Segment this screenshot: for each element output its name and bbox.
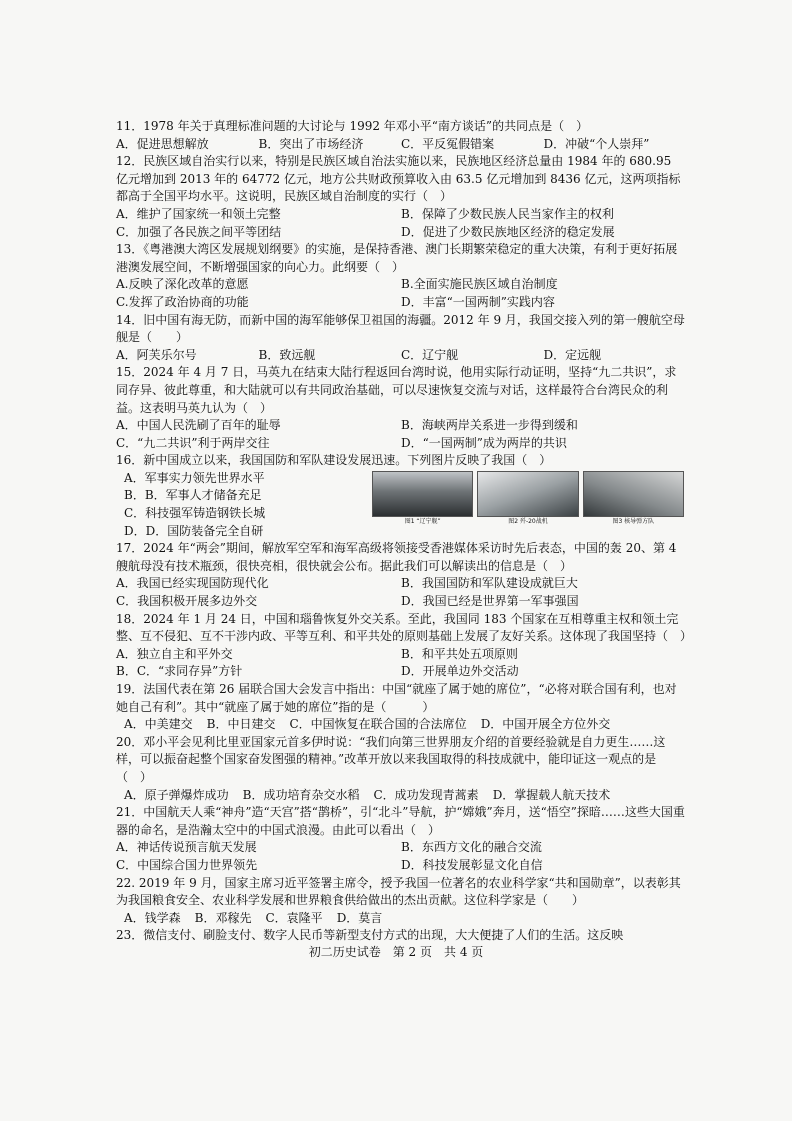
question (116, 734, 686, 804)
option-list (116, 787, 686, 805)
answer-option[interactable]: A．独立自主和平外交 (116, 646, 233, 661)
option-list (116, 839, 686, 874)
question (116, 540, 686, 610)
option-list (116, 276, 686, 311)
answer-option[interactable]: B．突出了市场经济 (258, 136, 364, 151)
answer-option[interactable]: C．加强了各民族之间平等团结 (116, 224, 282, 239)
answer-option[interactable]: C．成功发现青蒿素 (373, 787, 479, 802)
question (116, 118, 686, 153)
option-list (116, 136, 686, 154)
answer-option[interactable]: C．中国恢复在联合国的合法席位 (289, 717, 467, 732)
answer-option[interactable]: B．C．“求同存异”方针 (116, 664, 243, 679)
question-stem: 20．邓小平会见利比里亚国家元首多伊时说：“我们向第三世界朋友介绍的首要经验就是自力更生……这样，可以振奋起整个国家奋发图强的精神。”改革开放以来我国取得的科技成就中，能印证这一观点的是（ ） (116, 734, 666, 784)
answer-option[interactable]: C．科技强军铸造钢铁长城 (124, 506, 266, 521)
answer-option[interactable]: A．我国已经实现国防现代化 (116, 576, 269, 591)
answer-option[interactable]: B．海峡两岸关系进一步得到缓和 (401, 418, 578, 433)
answer-option[interactable]: A．神话传说预言航天发展 (116, 840, 257, 855)
answer-option[interactable]: B．致远舰 (258, 347, 316, 362)
answer-option[interactable]: A.反映了深化改革的意愿 (116, 277, 249, 292)
answer-option[interactable]: D．促进了少数民族地区经济的稳定发展 (401, 224, 615, 239)
answer-option[interactable]: A．促进思想解放 (116, 136, 209, 151)
answer-option[interactable]: D．科技发展彰显文化自信 (401, 857, 543, 872)
question-stem: 17．2024 年“两会”期间，解放军空军和海军高级将领接受香港媒体采访时先后表态，中国的轰 20、第 4 艘航母没有技术瓶颈，很快亮相，很快就会公布。据此我们可以解读出的信息是（ ） (116, 541, 677, 573)
answer-option[interactable]: D．中国开展全方位外交 (480, 717, 611, 732)
figure-caption: 图2 歼-20战机 (508, 518, 548, 526)
question (116, 241, 686, 311)
question (116, 875, 686, 928)
question-stem: 18．2024 年 1 月 24 日，中国和瑙鲁恢复外交关系。至此，我国同 183 个国家在互相尊重主权和领土完整、互不侵犯、互不干涉内政、平等互利、和平共处的原则基础上发展了友好关系。这体现了我国坚持（ ） (116, 611, 693, 644)
figure (372, 471, 473, 526)
figure-photo (477, 471, 578, 517)
option-list (116, 646, 686, 681)
question-stem: 14．旧中国有海无防，而新中国的海军能够保卫祖国的海疆。2012 年 9 月，我国交接入列的第一艘航空母舰是（ ） (116, 312, 685, 345)
answer-option[interactable]: D．掌握载人航天技术 (492, 787, 611, 802)
answer-option[interactable]: C．“九二共识”利于两岸交往 (116, 435, 270, 450)
answer-option[interactable]: C．中国综合国力世界领先 (116, 857, 258, 872)
answer-option[interactable]: B．B．军事人才储备充足 (124, 488, 262, 503)
answer-option[interactable]: A．中美建交 (124, 717, 193, 732)
question-stem: 22. 2019 年 9 月，国家主席习近平签署主席令，授予我国一位著名的农业科学家“共和国勋章”，以表彰其为我国粮食安全、农业科学发展和世界粮食供给做出的杰出贡献。这位科学家是（ ） (116, 875, 681, 908)
option-list (116, 206, 686, 241)
answer-option[interactable]: A．阿芙乐尔号 (116, 347, 197, 362)
figure-caption: 图1 “辽宁舰” (404, 518, 441, 526)
answer-option[interactable]: A．军事实力领先世界水平 (124, 470, 265, 485)
answer-option[interactable]: B．东西方文化的融合交流 (401, 840, 542, 855)
question (116, 364, 686, 452)
figure-caption: 图3 核导弹方队 (612, 518, 655, 526)
question-stem: 11．1978 年关于真理标准问题的大讨论与 1992 年邓小平“南方谈话”的共同点是（ ） (116, 119, 589, 133)
answer-option[interactable]: C．我国积极开展多边外交 (116, 594, 258, 609)
answer-option[interactable]: C．袁隆平 (265, 910, 323, 925)
option-list (116, 347, 686, 365)
option-list (116, 470, 364, 540)
figure-strip (372, 471, 684, 526)
answer-option[interactable]: D．丰富“一国两制”实践内容 (401, 294, 555, 309)
answer-option[interactable]: B．保障了少数民族人民当家作主的权利 (401, 206, 614, 221)
answer-option[interactable]: C.发挥了政治协商的功能 (116, 294, 249, 309)
answer-option[interactable]: A．钱学森 (124, 910, 181, 925)
question (116, 804, 686, 874)
question-stem: 19．法国代表在第 26 届联合国大会发言中指出：中国“就座了属于她的席位”，“必将对联合国有利，也对她自己有利”。其中“就座了属于她的席位”指的是（ ） (116, 682, 677, 714)
answer-option[interactable]: D．冲破“个人崇拜” (543, 136, 650, 151)
question (116, 312, 686, 365)
question (116, 153, 686, 241)
option-list (116, 716, 686, 734)
option-list (116, 417, 686, 452)
question (116, 611, 693, 681)
question-stem: 12．民族区域自治实行以来，特别是民族区域自治法实施以来，民族地区经济总量由 1984 年的 680.95 亿元增加到 2013 年的 64772 亿元，地方公共财政预算收入由 63.5 亿元增加到 8436 亿元，这两项指标都高于全国平均水平。这说明，民族区域自治制度的实行（ ） (116, 154, 681, 204)
figure (477, 471, 578, 526)
question (116, 452, 686, 540)
answer-option[interactable]: D．我国已经是世界第一军事强国 (401, 594, 579, 609)
question-stem: 13．《粤港澳大湾区发展规划纲要》的实施，是保持香港、澳门长期繁荣稳定的重大决策，有利于更好拓展港澳发展空间，不断增强国家的向心力。此纲要（ ） (116, 242, 678, 274)
page-footer: 初二历史试卷 第 2 页 共 4 页 (308, 945, 484, 959)
answer-option[interactable]: B．中日建交 (206, 717, 276, 732)
answer-option[interactable]: D．D．国防装备完全自研 (124, 523, 264, 538)
figure-photo (583, 471, 684, 517)
answer-option[interactable]: C．辽宁舰 (401, 347, 459, 362)
answer-option[interactable]: D．“一国两制”成为两岸的共识 (401, 435, 567, 450)
question-stem: 21．中国航天人乘“神舟”造“天宫”搭“鹊桥”，引“北斗”导航，护“嫦娥”奔月，送“悟空”探暗……这些大国重器的命名，是浩瀚太空中的中国式浪漫。由此可以看出（ ） (116, 805, 685, 837)
answer-option[interactable]: B.全面实施民族区域自治制度 (401, 277, 558, 292)
answer-option[interactable]: B．邓稼先 (194, 910, 252, 925)
answer-option[interactable]: D．莫言 (336, 910, 383, 925)
question-stem: 23．微信支付、刷脸支付、数字人民币等新型支付方式的出现，大大便捷了人们的生活。这反映 (116, 928, 624, 943)
answer-option[interactable]: A．原子弹爆炸成功 (124, 787, 229, 802)
answer-option[interactable]: A．中国人民洗刷了百年的耻辱 (116, 418, 281, 433)
answer-option[interactable]: D．开展单边外交活动 (401, 664, 519, 679)
question (116, 681, 686, 734)
answer-option[interactable]: B．我国国防和军队建设成就巨大 (401, 576, 578, 591)
question-stem: 15．2024 年 4 月 7 日，马英九在结束大陆行程返回台湾时说，他用实际行动证明，坚持“九二共识”，求同存异、彼此尊重，和大陆就可以有共同政治基础，可以尽速恢复交流与对话，这样最符合台湾民众的利益。这表明马英九认为（ ） (116, 365, 677, 415)
answer-option[interactable]: B．和平共处五项原则 (401, 646, 518, 661)
question-stem: 16．新中国成立以来，我国国防和军队建设发展迅速。下列图片反映了我国（ ） (116, 453, 552, 468)
answer-option[interactable]: A．维护了国家统一和领土完整 (116, 206, 281, 221)
option-list (116, 910, 686, 928)
answer-option[interactable]: C．平反冤假错案 (401, 136, 495, 151)
exam-page-content (116, 118, 693, 945)
figure-photo (372, 471, 473, 517)
answer-option[interactable]: B．成功培育杂交水稻 (242, 787, 360, 802)
figure (583, 471, 684, 526)
option-list (116, 575, 686, 610)
answer-option[interactable]: D．定远舰 (543, 347, 602, 362)
